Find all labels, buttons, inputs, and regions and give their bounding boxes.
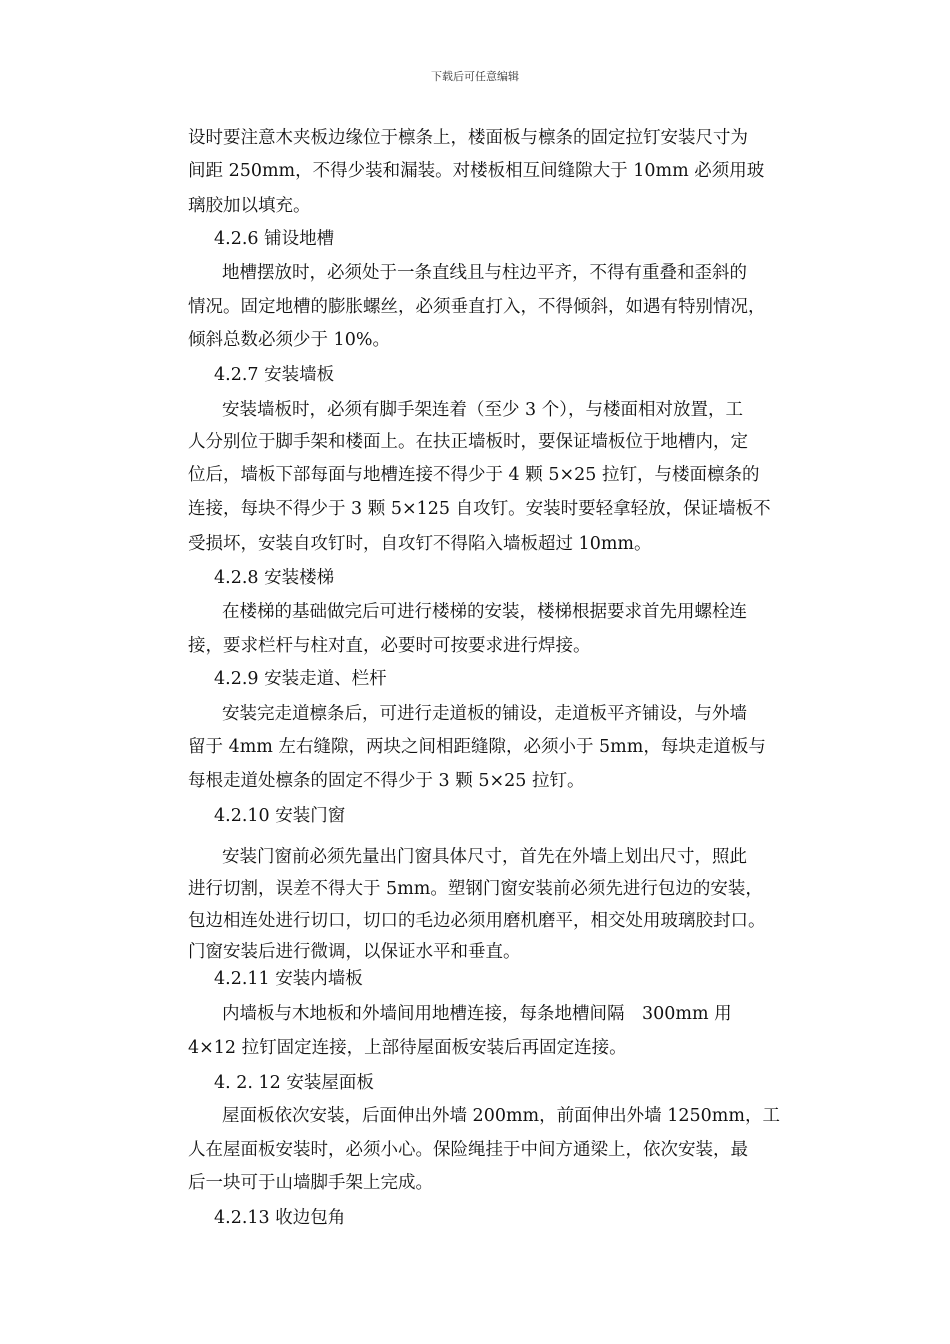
text-line: 设时要注意木夹板边缘位于檩条上，楼面板与檩条的固定拉钉安装尺寸为 (188, 128, 748, 148)
text-line: 4×12 拉钉固定连接，上部待屋面板安装后再固定连接。 (188, 1038, 627, 1058)
text-line: 每根走道处檩条的固定不得少于 3 颗 5×25 拉钉。 (188, 771, 585, 791)
section-heading: 4.2.9 安装走道、栏杆 (214, 669, 387, 689)
section-heading: 4.2.10 安装门窗 (214, 806, 346, 826)
text-line: 在楼梯的基础做完后可进行楼梯的安装，楼梯根据要求首先用螺栓连 (222, 602, 747, 622)
text-line: 安装墙板时，必须有脚手架连着（至少 3 个），与楼面相对放置，工 (222, 400, 744, 420)
text-line: 后一块可于山墙脚手架上完成。 (188, 1173, 433, 1193)
text-line: 璃胶加以填充。 (188, 196, 311, 216)
section-heading: 4.2.13 收边包角 (214, 1208, 346, 1228)
text-line: 接，要求栏杆与柱对直，必要时可按要求进行焊接。 (188, 636, 591, 656)
text-line: 安装完走道檩条后，可进行走道板的铺设，走道板平齐铺设，与外墙 (222, 704, 747, 724)
text-line: 门窗安装后进行微调，以保证水平和垂直。 (188, 942, 521, 962)
text-line: 倾斜总数必须少于 10%。 (188, 330, 390, 350)
text-line: 安装门窗前必须先量出门窗具体尺寸，首先在外墙上划出尺寸，照此 (222, 847, 747, 867)
section-heading: 4. 2. 12 安装屋面板 (214, 1073, 374, 1093)
text-line: 留于 4mm 左右缝隙，两块之间相距缝隙，必须小于 5mm，每块走道板与 (188, 737, 766, 757)
text-line: 人在屋面板安装时，必须小心。保险绳挂于中间方通梁上，依次安装，最 (188, 1140, 748, 1160)
page-header: 下载后可任意编辑 (431, 70, 519, 83)
section-heading: 4.2.8 安装楼梯 (214, 568, 335, 588)
text-line: 间距 250mm，不得少装和漏装。对楼板相互间缝隙大于 10mm 必须用玻 (188, 161, 765, 181)
text-line: 屋面板依次安装，后面伸出外墙 200mm，前面伸出外墙 1250mm，工 (222, 1106, 780, 1126)
section-heading: 4.2.6 铺设地槽 (214, 229, 335, 249)
text-line: 包边相连处进行切口，切口的毛边必须用磨机磨平，相交处用玻璃胶封口。 (188, 911, 766, 931)
text-line: 人分别位于脚手架和楼面上。在扶正墙板时，要保证墙板位于地槽内，定 (188, 432, 748, 452)
section-heading: 4.2.11 安装内墙板 (214, 969, 363, 989)
text-line: 位后，墙板下部每面与地槽连接不得少于 4 颗 5×25 拉钉，与楼面檩条的 (188, 465, 760, 485)
text-line: 情况。固定地槽的膨胀螺丝，必须垂直打入，不得倾斜，如遇有特别情况， (188, 297, 766, 317)
text-line: 内墙板与木地板和外墙间用地槽连接，每条地槽间隔 300mm 用 (222, 1004, 732, 1024)
text-line: 受损坏，安装自攻钉时，自攻钉不得陷入墙板超过 10mm。 (188, 534, 652, 554)
section-heading: 4.2.7 安装墙板 (214, 365, 335, 385)
text-line: 地槽摆放时，必须处于一条直线且与柱边平齐，不得有重叠和歪斜的 (222, 263, 747, 283)
text-line: 进行切割，误差不得大于 5mm。塑钢门窗安装前必须先进行包边的安装， (188, 879, 763, 899)
text-line: 连接，每块不得少于 3 颗 5×125 自攻钉。安装时要轻拿轻放，保证墙板不 (188, 499, 771, 519)
